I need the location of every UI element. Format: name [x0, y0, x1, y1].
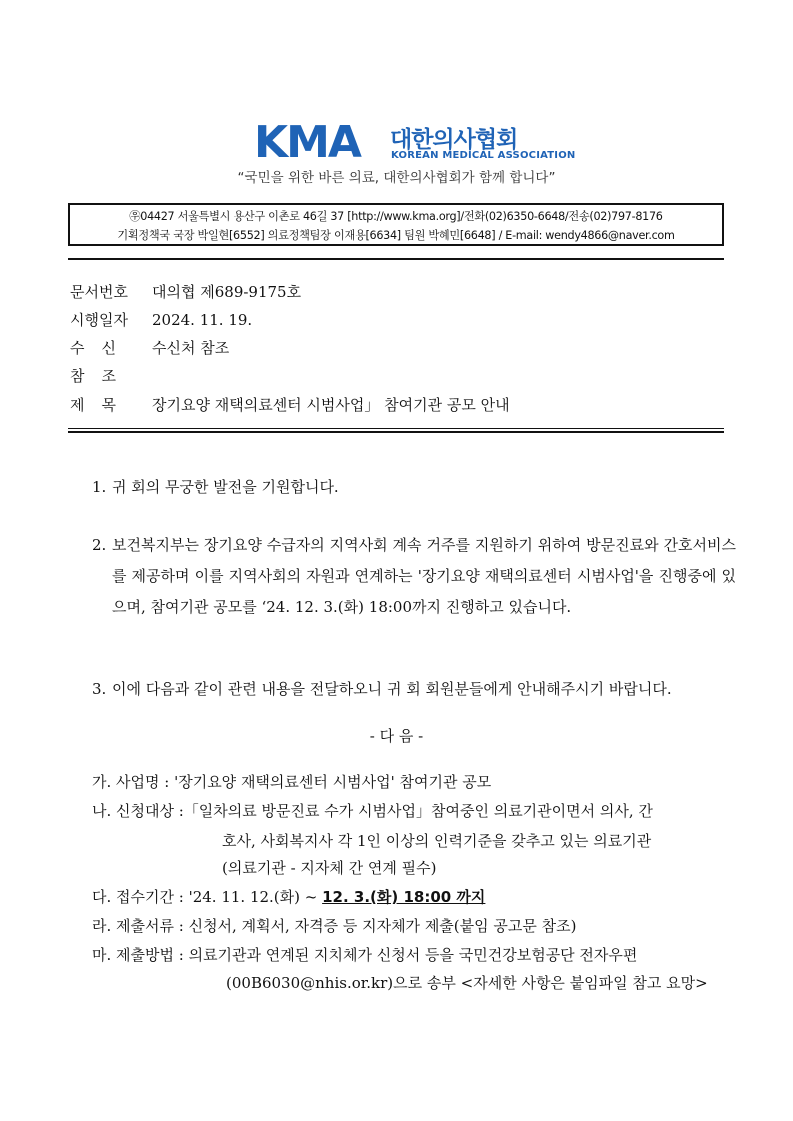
- contact-box: [68, 203, 724, 246]
- paragraph-1: [92, 472, 736, 503]
- paragraph-1-text: 귀 회의 무궁한 발전을 기원합니다.: [112, 478, 339, 496]
- paragraph-2: [92, 530, 736, 623]
- paragraph-3-text: 이에 다음과 같이 관련 내용을 전달하오니 귀 회 회원분들에게 안내해주시기 바랍니다.: [112, 680, 672, 698]
- date-row: [70, 310, 252, 330]
- item-documents: 라. 제출서류 : 신청서, 계획서, 자격증 등 지자체가 제출(붙임 공고문 참조): [92, 917, 577, 935]
- item-eligibility-cont: 호사, 사회복지사 각 1인 이상의 인력기준을 갖추고 있는 의료기관: [222, 832, 652, 850]
- recipient-row: [70, 338, 229, 358]
- subject-rule-top: [68, 428, 724, 429]
- doc-number-row: [70, 282, 301, 302]
- contact-line-staff: 기획정책국 국장 박일현[6552] 의료정책팀장 이재용[6634] 팀원 박혜민[6648] / E-mail: wendy4866@naver.com: [117, 229, 675, 242]
- subject-row: [70, 395, 510, 415]
- top-rule: [68, 258, 724, 260]
- date-value: 2024. 11. 19.: [152, 311, 253, 329]
- paragraph-2-text: 보건복지부는 장기요양 수급자의 지역사회 계속 거주를 지원하기 위하여 방문진료와 간호서비스를 제공하며 이를 지역사회의 자원과 연계하는 '장기요양 재택의료센터 시범사업'을 진행중에 있으며, 참여기관 공모를 ‘24. 12. 3.(화) 18:00까지 진행하고 있습니다.: [112, 536, 736, 616]
- recipient-label: 수 신: [70, 339, 116, 357]
- item-period-prefix: 다. 접수기간 : '24. 11. 12.(화) ~: [92, 888, 323, 906]
- divider-heading: - 다 음 -: [369, 727, 424, 745]
- reference-label: 참 조: [70, 367, 116, 385]
- item-period-deadline: 12. 3.(화) 18:00 까지: [322, 888, 486, 906]
- contact-line-address: ㉾04427 서울특별시 용산구 이촌로 46길 37 [http://www.kma.org]/전화(02)6350-6648/전송(02)797-8176: [129, 210, 663, 223]
- slogan: “국민을 위한 바른 의료, 대한의사협회가 함께 합니다”: [237, 170, 556, 186]
- logo-english-name: KOREAN MEDICAL ASSOCIATION: [391, 150, 576, 161]
- item-eligibility: 나. 신청대상 :「일차의료 방문진료 수가 시범사업」참여중인 의료기관이면서 의사, 간: [92, 802, 653, 820]
- item-method: 마. 제출방법 : 의료기관과 연계된 지치체가 신청서 등을 국민건강보험공단 전자우편: [92, 946, 638, 964]
- doc-number-label: 문서번호: [70, 283, 128, 301]
- paragraph-2-number: 2.: [92, 536, 107, 554]
- item-method-cont: (00B6030@nhis.or.kr)으로 송부 <자세한 사항은 붙임파일 참고 요망>: [226, 974, 708, 992]
- paragraph-3: [92, 674, 736, 705]
- kma-logo: [254, 117, 576, 168]
- item-eligibility-note: (의료기관 - 지자체 간 연계 필수): [222, 859, 437, 877]
- item-period: [92, 887, 485, 907]
- recipient-value: 수신처 참조: [152, 339, 230, 357]
- logo-korean-name: 대한의사협회: [390, 127, 518, 153]
- subject-label: 제 목: [70, 396, 116, 414]
- date-label: 시행일자: [70, 311, 128, 329]
- logo-abbr: KMA: [254, 117, 360, 168]
- reference-row: [70, 366, 152, 386]
- paragraph-3-number: 3.: [92, 680, 107, 698]
- doc-number: 대의협 제689-9175호: [152, 283, 302, 301]
- subject-value: 장기요양 재택의료센터 시범사업」 참여기관 공모 안내: [152, 396, 510, 414]
- item-business-name: 가. 사업명 : '장기요양 재택의료센터 시범사업' 참여기관 공모: [92, 773, 492, 791]
- subject-rule-bottom: [68, 431, 724, 433]
- paragraph-1-number: 1.: [92, 478, 107, 496]
